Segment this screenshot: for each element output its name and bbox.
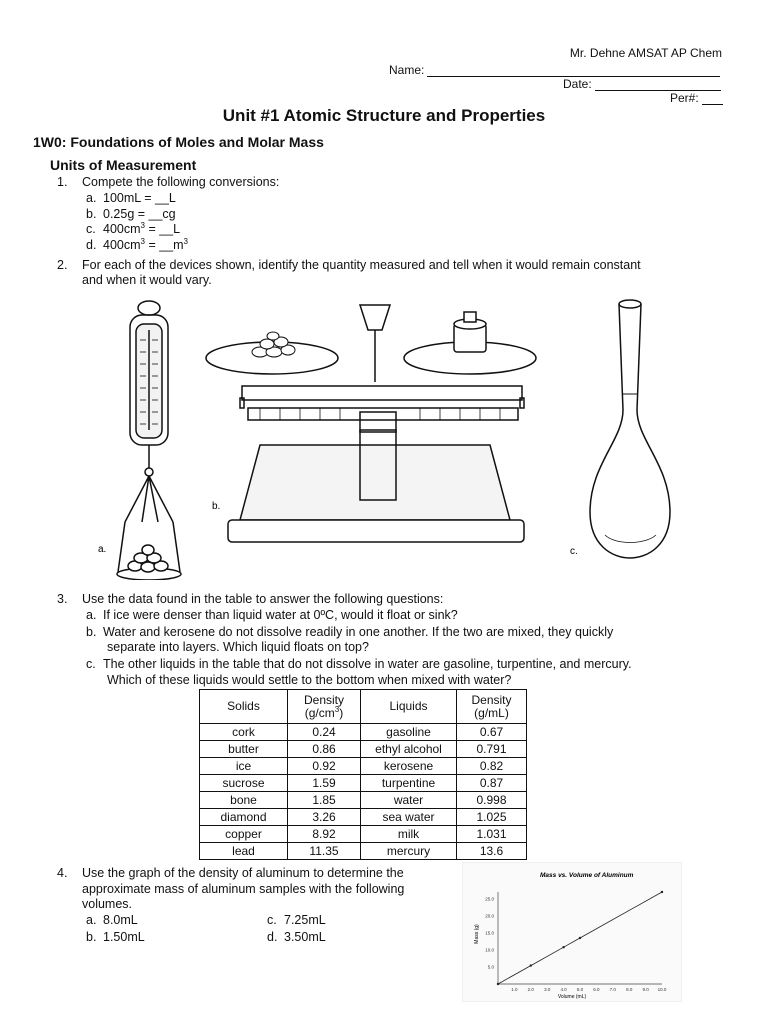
liquid-name-cell: kerosene <box>361 758 457 775</box>
q4-a-text: 8.0mL <box>103 913 138 927</box>
data-point <box>579 937 581 939</box>
q4-option-d <box>267 930 326 945</box>
q4-option-c <box>267 913 326 928</box>
chart-ylabel: Mass (g) <box>474 924 480 944</box>
header-density-solids-close: ) <box>339 705 344 720</box>
table-header-row <box>200 690 527 724</box>
table-row <box>200 792 527 809</box>
q4-b-letter: b. <box>86 930 97 944</box>
period-label: Per#: <box>670 91 699 105</box>
solid-name-cell: lead <box>200 843 288 860</box>
table-row <box>200 843 527 860</box>
solid-name-cell: copper <box>200 826 288 843</box>
table-row <box>200 826 527 843</box>
q1-item-d-sup: 3 <box>140 236 145 246</box>
date-label: Date: <box>563 77 592 91</box>
q4-b-text: 1.50mL <box>103 930 145 944</box>
solid-density-cell: 11.35 <box>288 843 361 860</box>
devices-illustration <box>90 290 690 580</box>
liquid-density-cell: 13.6 <box>457 843 527 860</box>
q1-item-d-sup2: 3 <box>183 236 188 246</box>
solid-name-cell: ice <box>200 758 288 775</box>
q4-number: 4. <box>57 866 68 880</box>
solid-density-cell: 0.86 <box>288 741 361 758</box>
solid-name-cell: diamond <box>200 809 288 826</box>
q1-item-c-letter: c. <box>86 222 96 236</box>
q4-c-letter: c. <box>267 913 277 927</box>
q3-item-b <box>86 625 613 640</box>
period-field[interactable] <box>670 91 723 105</box>
liquid-density-cell: 0.998 <box>457 792 527 809</box>
q1-item-d-letter: d. <box>86 238 97 252</box>
header-density-solids-unit: (g/cm <box>304 705 335 720</box>
q1-item-c <box>86 222 180 237</box>
q3-b-line2: separate into layers. Which liquid floats on top? <box>107 640 369 654</box>
liquid-name-cell: turpentine <box>361 775 457 792</box>
label-b: b. <box>212 501 221 512</box>
solid-density-cell: 0.92 <box>288 758 361 775</box>
table-row <box>200 775 527 792</box>
liquid-density-cell: 1.025 <box>457 809 527 826</box>
y-tick-label: 15.0 <box>485 930 494 936</box>
x-tick-label: 4.0 <box>560 987 567 992</box>
solid-density-cell: 8.92 <box>288 826 361 843</box>
chart-background <box>462 862 682 1002</box>
q2-line1: For each of the devices shown, identify the quantity measured and tell when it would remain constant <box>82 258 641 272</box>
question-4 <box>57 866 404 881</box>
q1-item-d-mid: = __m <box>144 238 184 252</box>
solid-density-cell: 1.85 <box>288 792 361 809</box>
data-point <box>562 946 564 948</box>
liquid-density-cell: 0.67 <box>457 724 527 741</box>
liquid-name-cell: mercury <box>361 843 457 860</box>
q4-d-letter: d. <box>267 930 278 944</box>
question-3 <box>57 592 443 607</box>
solid-name-cell: sucrose <box>200 775 288 792</box>
table-row <box>200 724 527 741</box>
x-tick-label: 5.0 <box>576 987 584 992</box>
q1-item-a-letter: a. <box>86 191 97 205</box>
header-density-solids-top: Density <box>303 692 344 707</box>
q3-c-line2: Which of these liquids would settle to the bottom when mixed with water? <box>107 673 512 687</box>
q3-number: 3. <box>57 592 68 606</box>
q4-option-a <box>86 913 138 928</box>
name-field[interactable] <box>389 63 720 77</box>
solid-density-cell: 1.59 <box>288 775 361 792</box>
teacher-label: Mr. Dehne AMSAT AP Chem <box>569 46 722 60</box>
q3-c-letter: c. <box>86 657 96 671</box>
spring-scale-drawing <box>117 301 181 580</box>
q1-item-b-letter: b. <box>86 207 97 221</box>
x-tick-label: 10.0 <box>657 987 667 992</box>
liquid-name-cell: sea water <box>361 809 457 826</box>
date-blank[interactable] <box>595 80 721 91</box>
period-blank[interactable] <box>702 94 723 105</box>
q1-item-d-pre: 400cm <box>103 238 141 252</box>
chart-xlabel: Volume (mL) <box>557 994 587 1000</box>
question-2 <box>57 258 641 273</box>
x-tick-label: 9.0 <box>642 987 649 992</box>
liquid-name-cell: ethyl alcohol <box>361 741 457 758</box>
page-subtitle: 1W0: Foundations of Moles and Molar Mass <box>33 134 324 150</box>
chart-title: Mass vs. Volume of Aluminum <box>540 872 634 879</box>
solid-name-cell: bone <box>200 792 288 809</box>
q3-c-line1: The other liquids in the table that do not dissolve in water are gasoline, turpentine, and mercury. <box>103 657 632 671</box>
q3-a-text: If ice were denser than liquid water at 0ºC, would it float or sink? <box>103 608 458 622</box>
data-point <box>661 891 663 893</box>
section-heading: Units of Measurement <box>50 157 197 173</box>
table-row <box>200 758 527 775</box>
x-tick-label: 8.0 <box>626 987 633 992</box>
header-density-liquids-top: Density <box>471 692 512 707</box>
liquid-density-cell: 0.87 <box>457 775 527 792</box>
q3-item-a <box>86 608 458 623</box>
q3-a-letter: a. <box>86 608 97 622</box>
label-c: c. <box>570 546 578 557</box>
y-tick-label: 10.0 <box>485 947 494 953</box>
y-tick-label: 25.0 <box>485 896 494 902</box>
q4-option-b <box>86 930 145 945</box>
q1-item-c-post: = __L <box>144 222 181 236</box>
data-point <box>497 983 499 985</box>
q2-number: 2. <box>57 258 68 272</box>
x-tick-label: 7.0 <box>609 987 616 992</box>
page-title: Unit #1 Atomic Structure and Properties <box>222 106 546 125</box>
header-liquids: Liquids <box>361 690 457 724</box>
liquid-name-cell: water <box>361 792 457 809</box>
balance-drawing <box>206 305 536 542</box>
header-density-solids <box>288 690 361 724</box>
table-row <box>200 809 527 826</box>
liquid-name-cell: milk <box>361 826 457 843</box>
q3-text: Use the data found in the table to answer the following questions: <box>82 592 444 606</box>
header-density-liquids-unit: (g/mL) <box>474 705 509 720</box>
q4-line3: volumes. <box>82 897 133 911</box>
solid-density-cell: 0.24 <box>288 724 361 741</box>
name-blank[interactable] <box>427 66 720 77</box>
q1-number: 1. <box>57 175 68 189</box>
header-density-liquids <box>457 690 527 724</box>
y-tick-label: 5.0 <box>487 964 494 970</box>
q4-line2: approximate mass of aluminum samples with the following <box>82 882 405 896</box>
question-1 <box>57 175 279 190</box>
x-tick-label: 1.0 <box>511 987 518 992</box>
liquid-density-cell: 0.791 <box>457 741 527 758</box>
q4-line1: Use the graph of the density of aluminum to determine the <box>82 866 404 880</box>
x-tick-label: 6.0 <box>593 987 600 992</box>
liquid-density-cell: 1.031 <box>457 826 527 843</box>
q4-a-letter: a. <box>86 913 97 927</box>
q1-item-c-pre: 400cm <box>103 222 141 236</box>
q3-b-line1: Water and kerosene do not dissolve readily in one another. If the two are mixed, they quickly <box>103 625 614 639</box>
header-density-solids-sup: 3 <box>334 704 340 714</box>
solid-name-cell: cork <box>200 724 288 741</box>
date-field[interactable] <box>563 77 721 91</box>
q1-text: Compete the following conversions: <box>82 175 280 189</box>
q1-item-a-text: 100mL = __L <box>103 191 176 205</box>
table-row <box>200 741 527 758</box>
header-solids: Solids <box>200 690 288 724</box>
volumetric-flask-drawing <box>590 300 670 558</box>
x-tick-label: 3.0 <box>544 987 551 992</box>
q1-item-c-sup: 3 <box>140 220 145 230</box>
q2-line2: and when it would vary. <box>82 273 212 287</box>
q1-item-d <box>86 238 188 253</box>
label-a: a. <box>98 544 107 555</box>
liquid-name-cell: gasoline <box>361 724 457 741</box>
q3-item-c <box>86 657 632 672</box>
aluminum-density-chart <box>462 862 682 1002</box>
y-tick-label: 20.0 <box>485 913 494 919</box>
name-label: Name: <box>389 63 425 77</box>
q4-c-text: 7.25mL <box>284 913 326 927</box>
liquid-density-cell: 0.82 <box>457 758 527 775</box>
solid-density-cell: 3.26 <box>288 809 361 826</box>
q1-item-b <box>86 207 176 222</box>
solid-name-cell: butter <box>200 741 288 758</box>
q1-item-b-text: 0.25g = __cg <box>103 207 176 221</box>
density-table <box>199 689 527 860</box>
q3-b-letter: b. <box>86 625 97 639</box>
x-tick-label: 2.0 <box>527 987 534 992</box>
q4-d-text: 3.50mL <box>284 930 326 944</box>
q1-item-a <box>86 191 176 206</box>
data-point <box>530 964 532 966</box>
